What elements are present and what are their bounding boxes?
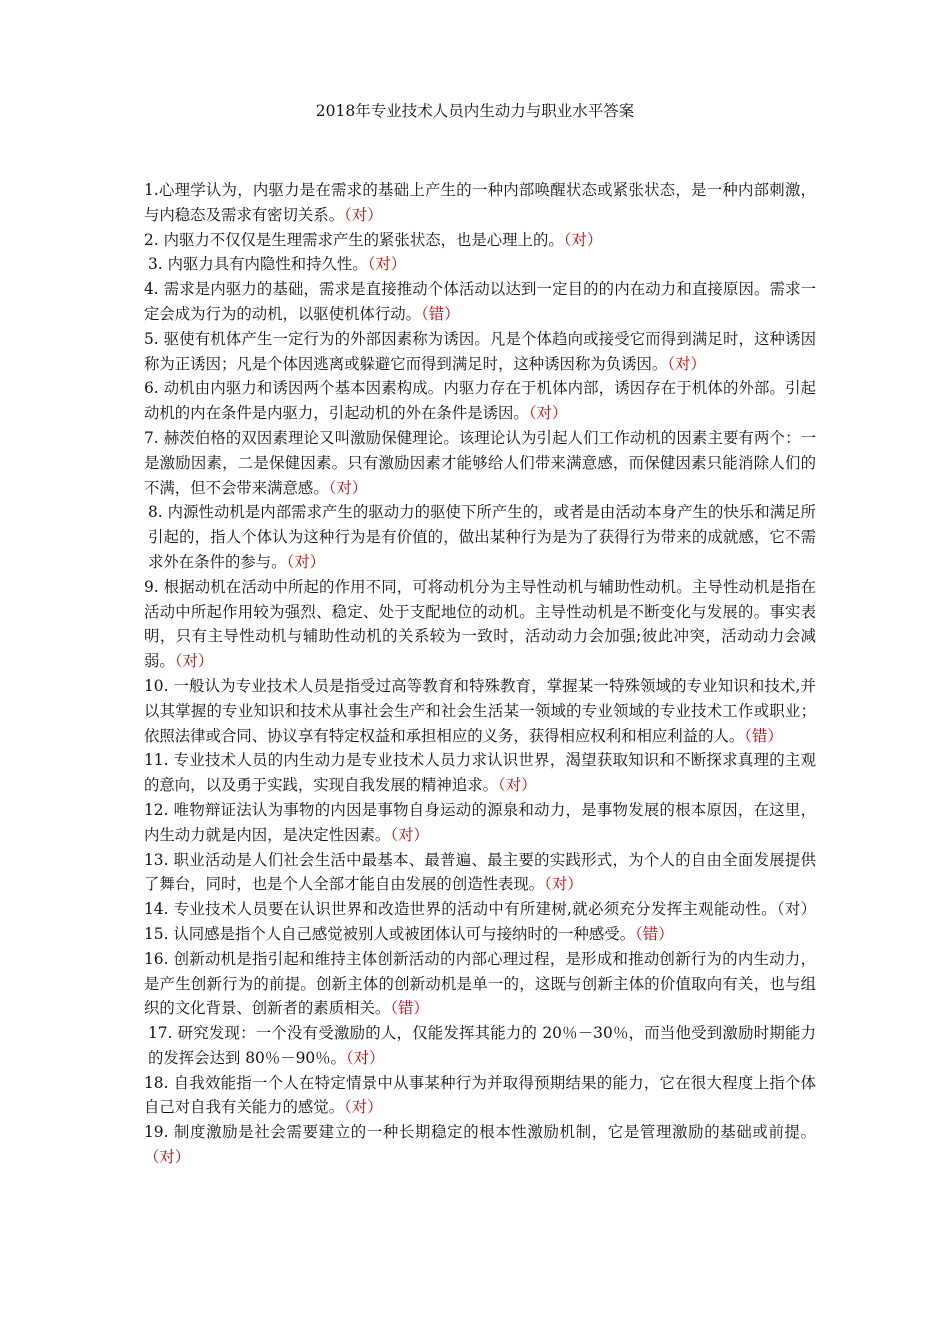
list-item-7: [144, 426, 816, 500]
answer-mark: （对）: [174, 652, 214, 671]
list-item-8: [144, 500, 816, 574]
answer-mark: （对）: [390, 825, 429, 844]
list-item-19: [144, 1120, 816, 1170]
item-text: 3. 内驱力具有内隐性和持久性。: [148, 255, 368, 274]
answer-mark: （对）: [344, 1098, 383, 1117]
item-text: 5. 驱使有机体产生一定行为的外部因素称为诱因。凡是个体趋向或接受它而得到满足时，这种诱因称为正诱因；凡是个体因逃离或躲避它而得到满足时，这种诱因称为负诱因。: [144, 329, 816, 373]
item-text: 13. 职业活动是人们社会生活中最基本、最普遍、最主要的实践形式，为个人的自由全面发展提供了舞台，同时，也是个人全部才能自由发展的创造性表现。: [144, 850, 816, 894]
item-text: 1.心理学认为，内驱力是在需求的基础上产生的一种内部唤醒状态或紧张状态，是一种内部刺激，与内稳态及需求有密切关系。: [144, 181, 816, 224]
list-item-16: [144, 947, 816, 1021]
item-text: 18. 自我效能指一个人在特定情景中从事某种行为并取得预期结果的能力，它在很大程度上指个体自己对自我有关能力的感觉。: [144, 1073, 816, 1117]
list-item-14: [144, 897, 816, 947]
list-item-9: [144, 575, 816, 674]
answer-mark: （错）: [421, 304, 460, 323]
answer-mark: （对）: [144, 1148, 191, 1167]
answer-mark: （对）: [563, 230, 603, 249]
item-text: 19. 制度激励是社会需要建立的一种长期稳定的根本性激励机制，它是管理激励的基础或前提。: [144, 1123, 816, 1142]
item-text: 7. 赫茨伯格的双因素理论又叫激励保健理论。该理论认为引起人们工作动机的因素主要有两个：一是激励因素，二是保健因素。只有激励因素才能够给人们带来满意感，而保健因素只能消除人们的不满，但不会带来满意感。: [144, 428, 816, 497]
list-item-4: [144, 277, 816, 327]
answer-mark: （对）: [344, 205, 383, 224]
list-item-10: [144, 674, 816, 748]
list-item-17: [144, 1021, 816, 1071]
answer-mark: （对）: [528, 404, 568, 423]
answer-mark: （对）: [328, 478, 368, 497]
item-text: 16. 创新动机是指引起和维持主体创新活动的内部心理过程，是形成和推动创新行为的内生动力，是产生创新行为的前提。创新主体的创新动机是单一的，这既与创新主体的价值取向有关，也与组织的文化背景、创新者的素质相关。: [144, 949, 816, 1018]
answer-mark: （对）: [498, 776, 537, 795]
question-list: [144, 178, 816, 1170]
item-text: 8. 内源性动机是内部需求产生的驱动力的驱使下所产生的，或者是由活动本身产生的快乐和满足所引起的，指人个体认为这种行为是有价值的，做出某种行为是为了获得行为带来的成就感，它不需求外在条件的参与。: [148, 503, 816, 571]
list-item-13: [144, 848, 816, 898]
list-item-3: [144, 252, 816, 277]
item-text: 12. 唯物辩证法认为事物的内因是事物自身运动的源泉和动力，是事物发展的根本原因，在这里，内生动力就是内因，是决定性因素。: [144, 800, 816, 844]
answer-mark: （对）: [367, 255, 407, 274]
answer-mark: （错）: [635, 924, 674, 943]
list-item-12: [144, 798, 816, 848]
item-text: 11. 专业技术人员的内生动力是专业技术人员力求认识世界，渴望获取知识和不断探求真理的主观的意向，以及勇于实践，实现自我发展的精神追求。: [144, 751, 816, 795]
item-text: 17. 研究发现：一个没有受激励的人，仅能发挥其能力的 20％－30％，而当他受到激励时期能力的发挥会达到 80％－90％。: [148, 1024, 816, 1067]
answer-mark: （错）: [744, 726, 783, 745]
item-text: 9. 根据动机在活动中所起的作用不同，可将动机分为主导性动机与辅助性动机。主导性动机是指在活动中所起作用较为强烈、稳定、处于支配地位的动机。主导性动机是不断变化与发展的。事实表明，只有主导性动机与辅助性动机的关系较为一致时，活动动力会加强;彼此冲突，活动动力会减弱。: [144, 577, 816, 671]
answer-mark: （对）: [544, 875, 583, 894]
answer-mark: （对）: [667, 354, 706, 373]
list-item-6: [144, 376, 816, 426]
item-text: 2. 内驱力不仅仅是生理需求产生的紧张状态，也是心理上的。: [144, 230, 564, 249]
list-item-5: [144, 327, 816, 377]
list-item-18: [144, 1071, 816, 1121]
item-text: 6. 动机由内驱力和诱因两个基本因素构成。内驱力存在于机体内部，诱因存在于机体的外部。引起动机的内在条件是内驱力，引起动机的外在条件是诱因。: [144, 379, 816, 423]
answer-mark: （对）: [286, 552, 326, 571]
document-title: 2018年专业技术人员内生动力与职业水平答案: [315, 102, 635, 120]
list-item-2: [144, 228, 816, 253]
item-text: 10. 一般认为专业技术人员是指受过高等教育和特殊教育，掌握某一特殊领域的专业知识和技术,并以其掌握的专业知识和技术从事社会生产和社会生活某一领域的专业领域的专业技术工作或职业；依照法律或合同、协议享有特定权益和承担相应的义务，获得相应权利和相应利益的人。: [144, 676, 816, 745]
list-item-1: [144, 178, 816, 228]
answer-mark: （错）: [390, 999, 429, 1018]
list-item-11: [144, 748, 816, 798]
item-text: 4. 需求是内驱力的基础，需求是直接推动个体活动以达到一定目的的内在动力和直接原因。需求一定会成为行为的动机，以驱使机体行动。: [144, 280, 816, 323]
item-text: 14. 专业技术人员要在认识世界和改造世界的活动中有所建树,就必须充分发挥主观能动性。（对） 15. 认同感是指个人自己感觉被别人或被团体认可与接纳时的一种感受。: [144, 900, 816, 943]
answer-mark: （对）: [345, 1048, 385, 1067]
